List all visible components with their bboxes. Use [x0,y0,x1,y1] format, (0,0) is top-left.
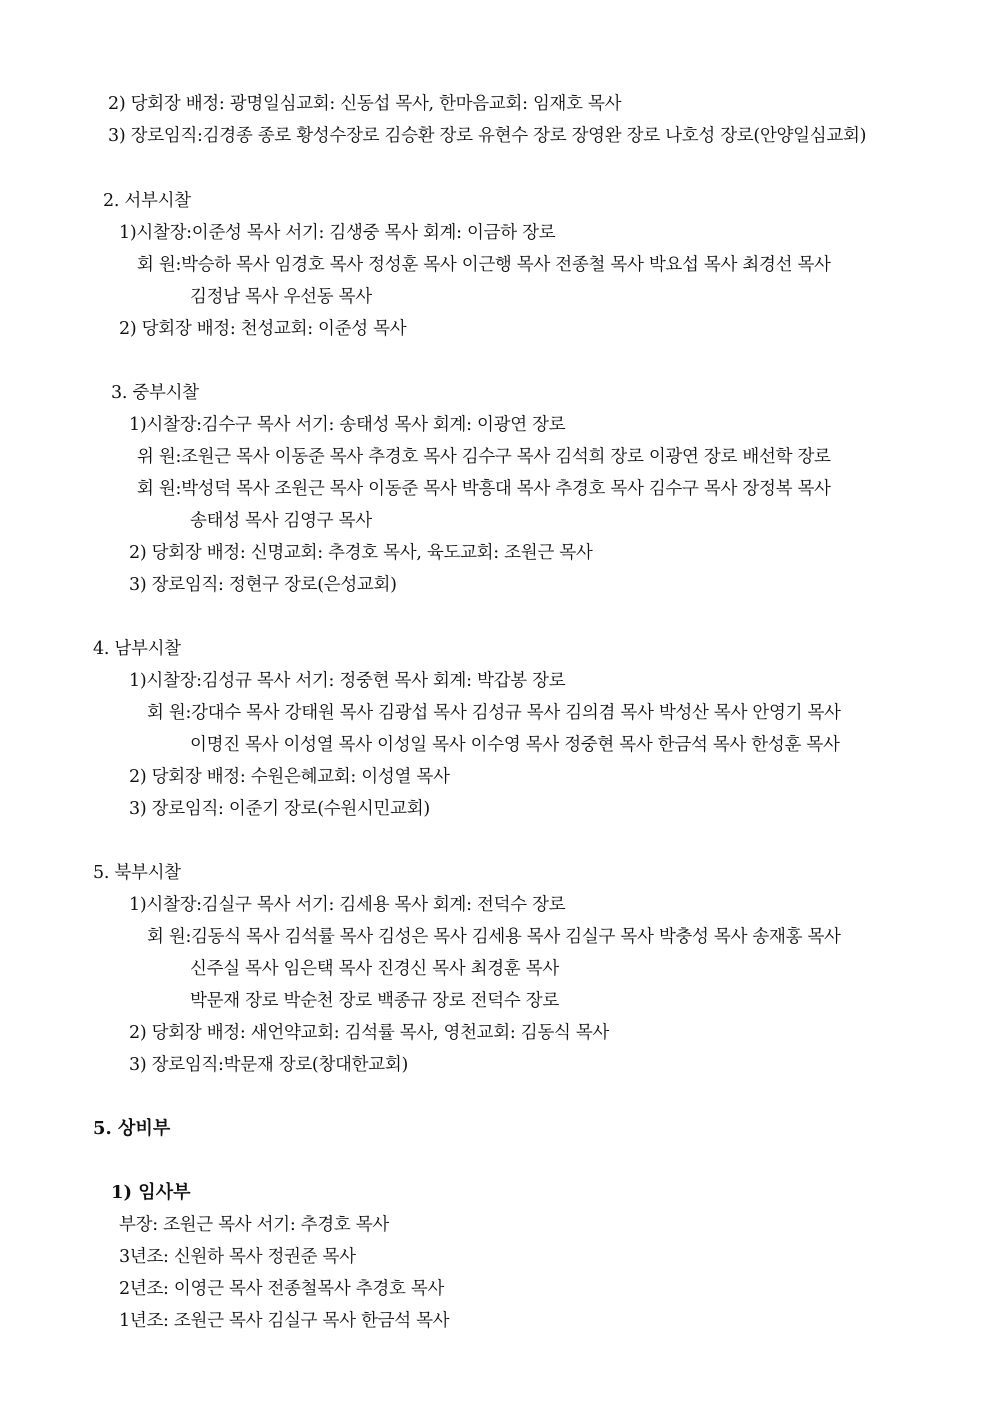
north-pastor-assignment: 2) 당회장 배정: 새언약교회: 김석률 목사, 영천교회: 김동식 목사 [129,1023,610,1043]
section-heading-central: 3. 중부시찰 [111,383,199,403]
central-members-continued: 송태성 목사 김영구 목사 [190,511,372,531]
east-pastor-assignment: 2) 당회장 배정: 광명일심교회: 신동섭 목사, 한마음교회: 임재호 목사 [108,94,622,114]
north-elder-ordination: 3) 장로임직:박문재 장로(창대한교회) [129,1055,409,1075]
north-members-continued: 신주실 목사 임은택 목사 진경신 목사 최경훈 목사 [190,959,559,979]
section-heading-north: 5. 북부시찰 [93,863,181,883]
south-members: 회 원:강대수 목사 강태원 목사 김광섭 목사 김성규 목사 김의겸 목사 박성산 목사 안영기 목사 [147,703,841,723]
south-elder-ordination: 3) 장로임직: 이준기 장로(수원시민교회) [129,799,430,819]
east-elder-ordination: 3) 장로임직:김경종 종로 황성수장로 김승환 장로 유현수 장로 장영완 장로 나호성 장로(안양일심교회) [108,126,867,146]
west-members: 회 원:박승하 목사 임경호 목사 정성훈 목사 이근행 목사 전종철 목사 박요섭 목사 최경선 목사 [137,255,831,275]
central-elder-ordination: 3) 장로임직: 정현구 장로(은성교회) [129,575,397,595]
imsa-first-year: 1년조: 조원근 목사 김실구 목사 한금석 목사 [119,1311,450,1331]
west-officers: 1)시찰장:이준성 목사 서기: 김생중 목사 회계: 이금하 장로 [119,223,556,243]
south-members-continued: 이명진 목사 이성열 목사 이성일 목사 이수영 목사 정중현 목사 한금석 목사 한성훈 목사 [190,735,840,755]
central-officers: 1)시찰장:김수구 목사 서기: 송태성 목사 회계: 이광연 장로 [129,415,566,435]
section-heading-south: 4. 남부시찰 [93,639,181,659]
central-committee: 위 원:조원근 목사 이동준 목사 추경호 목사 김수구 목사 김석희 장로 이광연 장로 배선학 장로 [137,447,831,467]
west-pastor-assignment: 2) 당회장 배정: 천성교회: 이준성 목사 [119,319,407,339]
imsa-officers: 부장: 조원근 목사 서기: 추경호 목사 [119,1215,389,1235]
north-members-elders: 박문재 장로 박순천 장로 백종규 장로 전덕수 장로 [190,991,559,1011]
north-officers: 1)시찰장:김실구 목사 서기: 김세용 목사 회계: 전덕수 장로 [129,895,566,915]
central-members: 회 원:박성덕 목사 조원근 목사 이동준 목사 박흥대 목사 추경호 목사 김수구 목사 장정복 목사 [137,479,831,499]
south-officers: 1)시찰장:김성규 목사 서기: 정중현 목사 회계: 박갑봉 장로 [129,671,566,691]
south-pastor-assignment: 2) 당회장 배정: 수원은혜교회: 이성열 목사 [129,767,450,787]
section-heading-standing-committees: 5. 상비부 [93,1118,171,1139]
subsection-heading-imsa: 1) 임사부 [111,1182,191,1203]
central-pastor-assignment: 2) 당회장 배정: 신명교회: 추경호 목사, 육도교회: 조원근 목사 [129,543,593,563]
west-members-continued: 김정남 목사 우선동 목사 [190,287,372,307]
section-heading-west: 2. 서부시찰 [103,191,191,211]
imsa-third-year: 3년조: 신원하 목사 정권준 목사 [119,1247,356,1267]
north-members: 회 원:김동식 목사 김석률 목사 김성은 목사 김세용 목사 김실구 목사 박충성 목사 송재홍 목사 [147,927,841,947]
imsa-second-year: 2년조: 이영근 목사 전종철목사 추경호 목사 [119,1279,445,1299]
